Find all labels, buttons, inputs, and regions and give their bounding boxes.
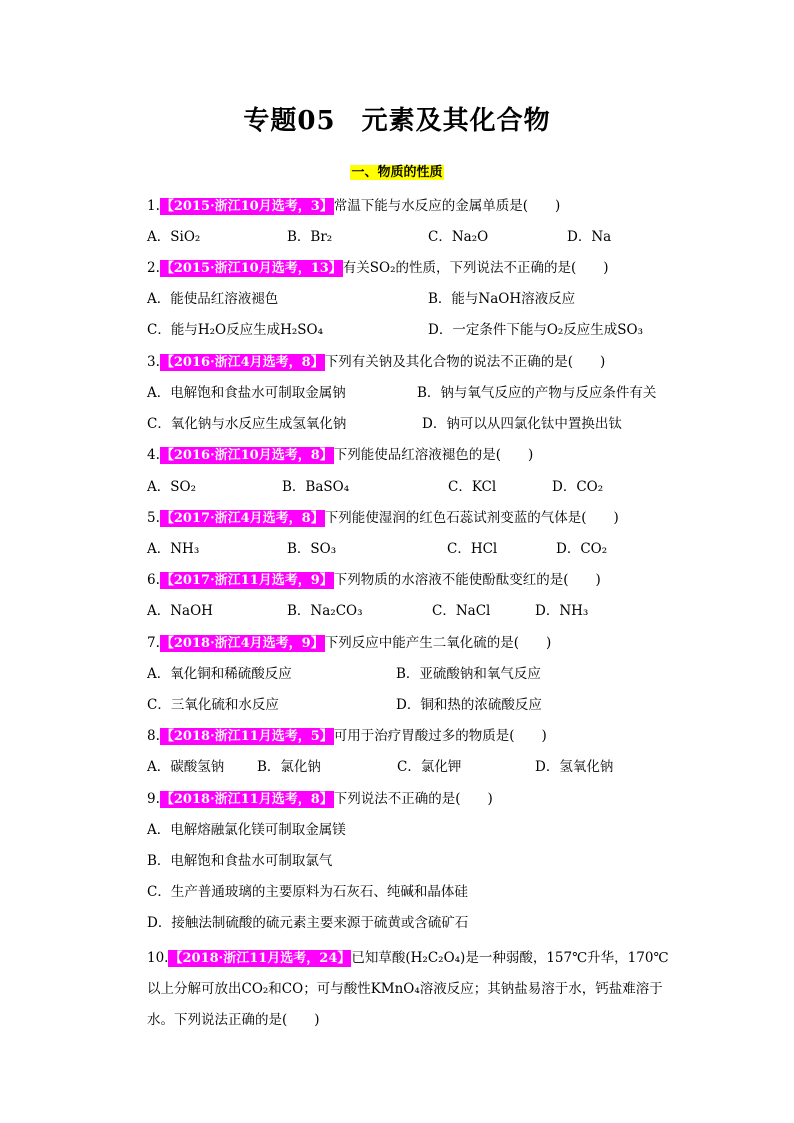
option-b: B．能与NaOH溶液反应 — [428, 291, 576, 307]
section-heading-label: 一、物质的性质 — [351, 165, 443, 180]
question-9 — [147, 789, 493, 810]
option-d: D．一定条件下能与O₂反应生成SO₃ — [428, 322, 644, 338]
question-text: 下列能使湿润的红色石蕊试剂变蓝的气体是( ) — [324, 510, 619, 526]
option-b: B．Br₂ — [287, 229, 333, 245]
option-d: D．接触法制硫酸的硫元素主要来源于硫黄或含硫矿石 — [147, 915, 469, 931]
source-tag: 【2015·浙江10月选考，13】 — [160, 261, 342, 276]
question-7 — [147, 633, 551, 654]
option-d: D．Na — [567, 229, 612, 245]
question-number: 10. — [147, 950, 169, 966]
question-text: 可用于治疗胃酸过多的物质是( ) — [333, 728, 547, 744]
question-3 — [147, 352, 605, 373]
option-a: A．电解饱和食盐水可制取金属钠 — [147, 385, 346, 401]
question-number: 2. — [147, 260, 160, 276]
option-b: B．BaSO₄ — [282, 479, 350, 495]
source-tag: 【2018·浙江11月选考，8】 — [160, 792, 333, 807]
question-number: 3. — [147, 354, 160, 370]
question-number: 7. — [147, 635, 160, 651]
option-b: B．亚硫酸钠和氧气反应 — [396, 666, 541, 682]
option-a: A．电解熔融氯化镁可制取金属镁 — [147, 822, 346, 838]
question-number: 5. — [147, 510, 160, 526]
question-6 — [147, 570, 601, 591]
question-10 — [147, 943, 677, 1036]
option-d: D．NH₃ — [535, 603, 589, 619]
option-c: C．氧化钠与水反应生成氢氧化钠 — [147, 416, 347, 432]
question-text: 下列说法不正确的是( ) — [333, 791, 493, 807]
option-a: A．碳酸氢钠 — [147, 759, 225, 775]
option-d: D．CO₂ — [556, 541, 608, 557]
option-a: A．NaOH — [147, 603, 213, 619]
option-b: B．钠与氧气反应的产物与反应条件有关 — [417, 385, 657, 401]
option-b: B．氯化钠 — [257, 759, 321, 775]
question-number: 8. — [147, 728, 160, 744]
question-1 — [147, 196, 560, 217]
option-c: C．生产普通玻璃的主要原料为石灰石、纯碱和晶体硅 — [147, 884, 468, 900]
option-c: C．能与H₂O反应生成H₂SO₄ — [147, 322, 323, 338]
option-c: C．NaCl — [432, 603, 491, 619]
question-text: 有关SO₂的性质，下列说法不正确的是( ) — [342, 260, 609, 276]
option-b: B．Na₂CO₃ — [287, 603, 363, 619]
question-number: 9. — [147, 791, 160, 807]
question-text: 下列反应中能产生二氧化硫的是( ) — [324, 635, 552, 651]
option-c: C．HCl — [447, 541, 498, 557]
question-number: 1. — [147, 198, 160, 214]
option-b: B．电解饱和食盐水可制取氯气 — [147, 853, 333, 869]
option-d: D．铜和热的浓硫酸反应 — [396, 697, 542, 713]
source-tag: 【2015·浙江10月选考，3】 — [160, 199, 333, 214]
question-text: 下列物质的水溶液不能使酚酞变红的是( ) — [333, 572, 601, 588]
question-4 — [147, 445, 533, 466]
source-tag: 【2018·浙江4月选考，9】 — [160, 636, 324, 651]
question-2 — [147, 258, 609, 279]
option-c: C．三氧化硫和水反应 — [147, 697, 279, 713]
question-8 — [147, 726, 547, 747]
question-number: 6. — [147, 572, 160, 588]
source-tag: 【2017·浙江4月选考，8】 — [160, 511, 324, 526]
option-a: A．SiO₂ — [147, 229, 201, 245]
option-c: C．氯化钾 — [397, 759, 462, 775]
option-d: D．钠可以从四氯化钛中置换出钛 — [422, 416, 622, 432]
question-text: 下列有关钠及其化合物的说法不正确的是( ) — [324, 354, 606, 370]
source-tag: 【2016·浙江4月选考，8】 — [160, 355, 324, 370]
title-topic-number: 专题05 — [243, 106, 336, 136]
option-d: D．CO₂ — [552, 479, 604, 495]
option-c: C．KCl — [448, 479, 497, 495]
option-a: A．能使品红溶液褪色 — [147, 291, 279, 307]
question-text: 已知草酸(H₂C₂O₄)是一种弱酸，157℃升华，170℃以上分解可放出CO₂和CO；可与酸性KMnO₄溶液反应；其钠盐易溶于水，钙盐难溶于水。下列说法正确的是( ) — [147, 950, 669, 1028]
source-tag: 【2017·浙江11月选考，9】 — [160, 573, 333, 588]
question-number: 4. — [147, 447, 160, 463]
question-text: 常温下能与水反应的金属单质是( ) — [333, 198, 561, 214]
source-tag: 【2018·浙江11月选考，24】 — [169, 951, 351, 966]
option-d: D．氢氧化钠 — [535, 759, 614, 775]
page-title — [0, 100, 794, 137]
option-a: A．氧化铜和稀硫酸反应 — [147, 666, 292, 682]
option-c: C．Na₂O — [428, 229, 489, 245]
source-tag: 【2018·浙江11月选考，5】 — [160, 729, 333, 744]
question-5 — [147, 508, 619, 529]
option-b: B．SO₃ — [287, 541, 337, 557]
question-text: 下列能使品红溶液褪色的是( ) — [333, 447, 534, 463]
option-a: A．SO₂ — [147, 479, 196, 495]
option-a: A．NH₃ — [147, 541, 200, 557]
source-tag: 【2016·浙江10月选考，8】 — [160, 448, 333, 463]
title-topic-name: 元素及其化合物 — [361, 106, 551, 136]
section-heading — [0, 161, 794, 180]
